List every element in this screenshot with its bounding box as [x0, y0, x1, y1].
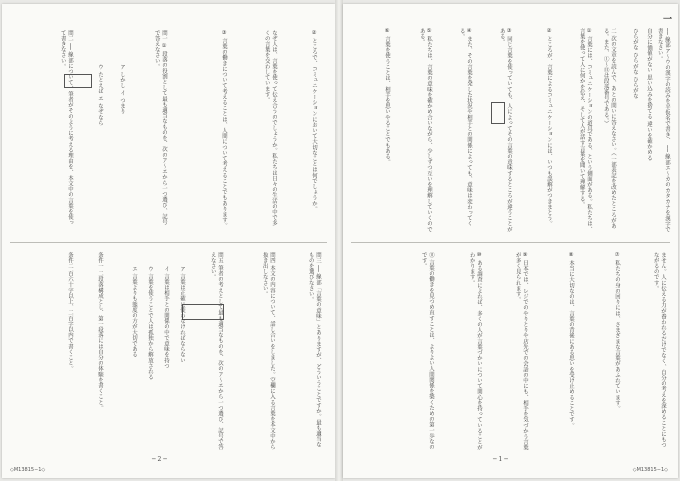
page-number-right: ─ 1 ─ [493, 456, 508, 463]
left-lower-col-3: 問五 筆者の考えとして最も適当なものを、次のア〜エから一つ選び、記号で答えなさい。 [209, 252, 223, 450]
right-lower-col-2: ⑦ 私たちの身の回りには、さまざまな言葉があふれています。 [614, 252, 620, 412]
left-upper-col-4: 問一 ① 段落の役割として最も適当なものを、次のア〜エから一つ選び、記号で答えなさい。 [153, 30, 167, 225]
page-number-left: ─ 2 ─ [152, 456, 167, 463]
right-lower-col-6: ⑪ 言葉の働きを見つめ直すことは、よりよい人間関係を築くための第一歩なのです。 [420, 252, 434, 450]
left-option-i: イ 言葉は相手との関係の中で意味を持つ [163, 266, 169, 369]
right-lower-col-3: ⑧ 本当に大切なのは、言葉の背後にある思いを受け止めることです。 [568, 252, 574, 429]
gutter [335, 0, 343, 481]
left-condition-2: 条件二 百六十字以上、二百字以内で書くこと。 [67, 252, 73, 372]
left-lower-col-2: 問四 本文の内容について、話し合いをしました。空欄に入る言葉を本文中から抜き出しなさい。 [261, 252, 275, 450]
right-divider [351, 242, 670, 243]
left-upper-col-2: なぜ人は、言葉を使って伝え合うのでしょうか。私たちは日々の生活の中で多くの言葉を交わしています。 [263, 30, 277, 226]
right-upper-col-5: ① 言葉には、コミュニケーションの道具である、という側面がある。私たちは、言葉を使って人に何かを伝え、そして人が話す言葉を聞いて理解する。 [578, 28, 592, 233]
left-option-u: ウ 言葉を使うことで人は孤独から解放される [147, 266, 153, 380]
right-upper-col-8: ④ また、その言葉を発した状況や相手との関係によっても、意味は変わってくる。 [458, 28, 472, 227]
left-upper-col-1: ② ところで、コミュニケーションにおいて大切なことは何でしょうか。 [311, 30, 317, 212]
right-lower-col-1: ません。人に伝える力が養われるだけでなく、自分の考えを深めることにもつながるのです。 [652, 252, 666, 448]
footer-code-left: ◇M13815−1◇ [10, 467, 46, 473]
right-upper-col-4: 二 次の文章を読んで、あとの問いに答えなさい。（一部表記を改めたところがある。また、①〜⑪は段落番号である。） [602, 28, 616, 229]
right-upper-col-3: ひらがな ひらがな ひらがな [632, 28, 638, 100]
footer-code-right: ◇M13815−1◇ [632, 467, 668, 473]
right-upper-col-9: ⑤ 私たちは、言葉の意味を確かめ合いながら、少しずつ互いを理解していくのである。 [418, 28, 432, 233]
page-2 [2, 4, 335, 478]
left-choice-2: ウ たとえば エ なぜなら [97, 64, 103, 126]
right-upper-col-6: ② ところが、言葉によるコミュニケーションには、いつも誤解がつきまとう。 [546, 28, 552, 227]
right-upper-col-10: ⑥ 言葉を使うことは、相手を思いやることでもある。 [384, 28, 390, 165]
right-lower-col-5: ⑩ ある調査によれば、多くの人が言葉づかいについて関心を持っていることがわかります。 [468, 252, 482, 451]
right-upper-col-7: ③ 同じ言葉を使っていても、人によってその言葉の意味するところが違うことがある。 [498, 28, 512, 233]
left-lower-col-1: 問三 ── 線部「言葉の意味」とありますが、どういうことですか。最も適当なものを選びなさい。 [307, 252, 321, 448]
left-option-e: エ 言葉よりも態度の方が大切である [131, 266, 137, 358]
left-condition-1: 条件一 二段落構成とし、第一段落には自分の体験を書くこと。 [97, 252, 103, 411]
section-mark: 一 [662, 15, 672, 25]
right-upper-col-2: 自分に価値がない 思い込みを捨てる 違いを確かめる [646, 28, 652, 161]
left-option-a: ア 言葉は正確に使わなければならない [179, 266, 185, 364]
left-divider [10, 242, 327, 243]
right-upper-col-1: ── 線部ア〜ウの漢字の読みを平仮名で書き、 ── 線部エ〜カのカタカナを漢字で書きなさい。 [656, 28, 670, 233]
left-upper-col-5: 問二 ── 線部について、筆者がそのように考える理由を、本文中の言葉を使って書きなさい。 [59, 30, 73, 226]
page-1 [343, 4, 678, 478]
left-upper-col-3: ③ 言葉の働きについて考えることは、人間について考えることでもあります。 [221, 30, 227, 229]
left-choice-1: ア しかし イ つまり [119, 64, 125, 115]
right-lower-col-4: ⑨ 日本では、レジでのやりとりや店先での会話の中にも、相手を気づかう言葉が多く見られます。 [514, 252, 528, 451]
